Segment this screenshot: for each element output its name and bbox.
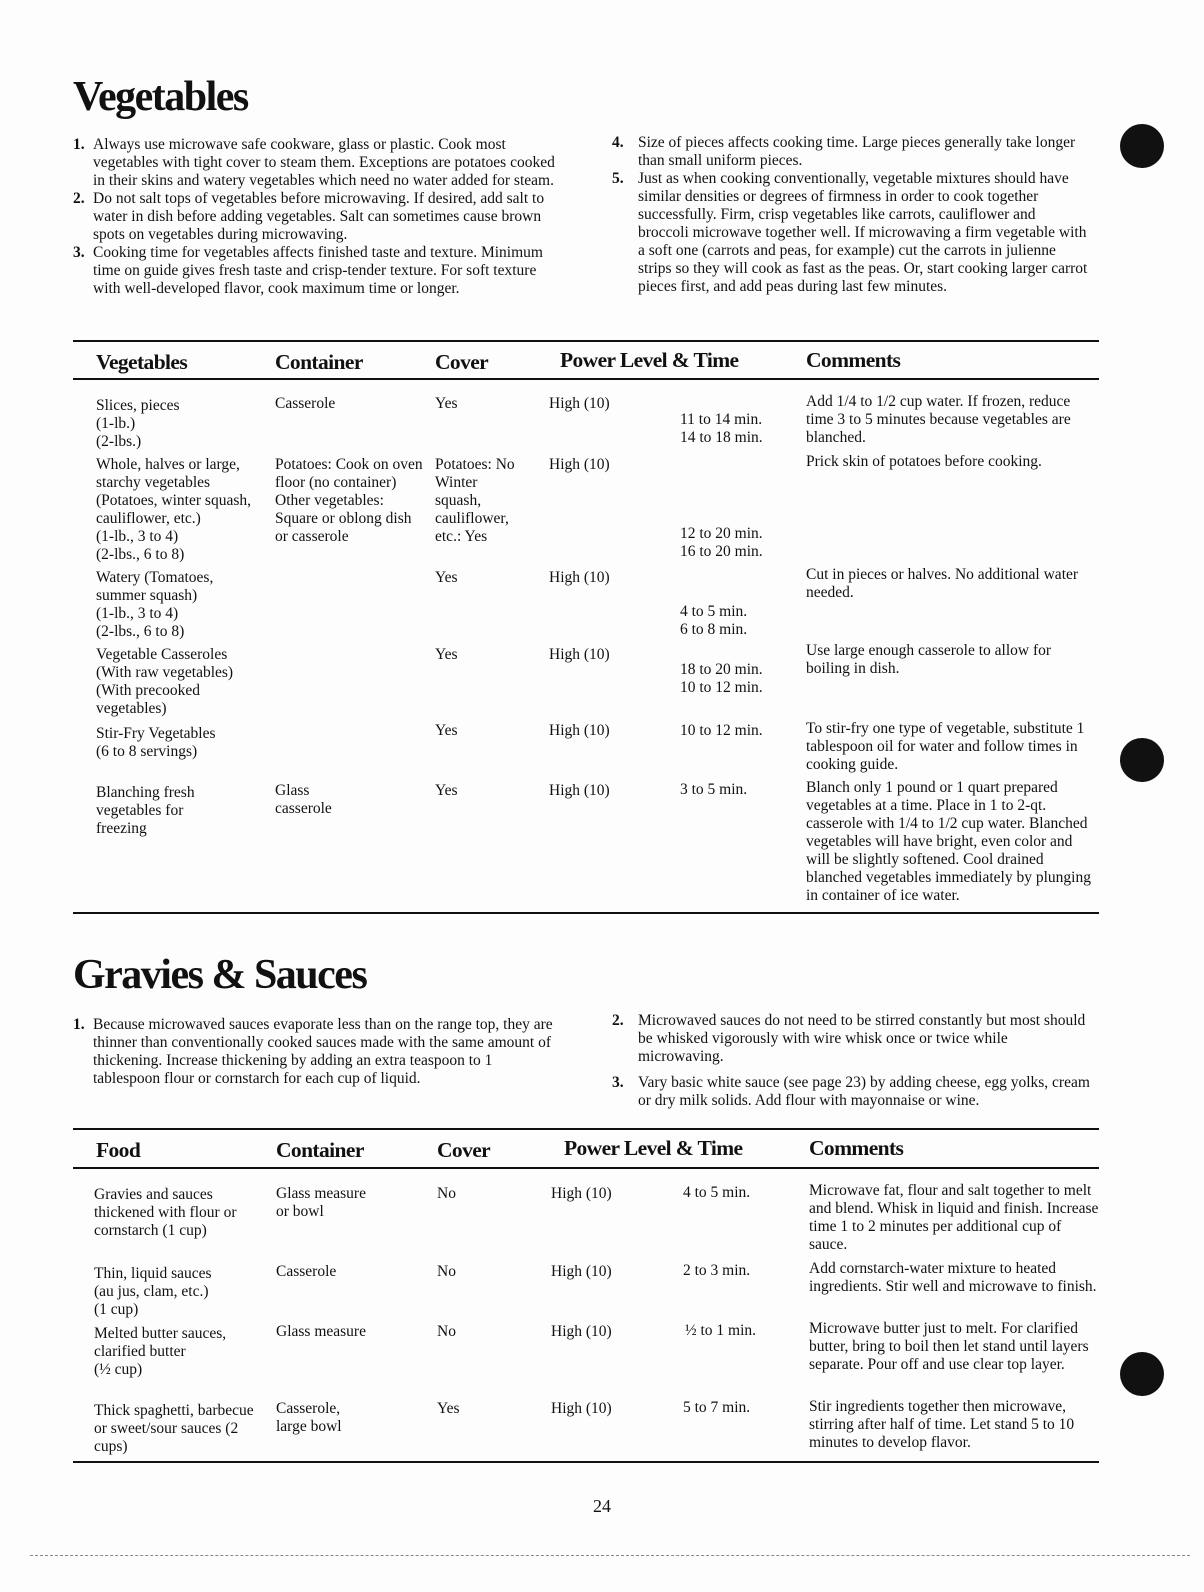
note-item: 3. Cooking time for vegetables affects finished taste and texture. Minimum time on guide gives fresh taste and crisp-tender texture. For soft texture with well-developed flavor, cook maximum time or longer. <box>73 244 543 297</box>
row-cover: Yes <box>435 782 458 799</box>
row-container: Glass casserole <box>275 782 332 817</box>
row-time: ½ to 1 min. <box>685 1322 757 1339</box>
divider <box>73 1128 1099 1130</box>
row-time: 11 to 14 min. 14 to 18 min. <box>680 411 763 446</box>
row-comments: Cut in pieces or halves. No additional water needed. <box>806 566 1079 601</box>
row-power: High (10) <box>549 646 610 663</box>
column-header-comments: Comments <box>809 1136 904 1160</box>
row-item: Blanching fresh vegetables for freezing <box>96 784 195 837</box>
row-time: 18 to 20 min. 10 to 12 min. <box>680 661 763 696</box>
row-time: 10 to 12 min. <box>680 722 763 739</box>
note-item: 3. Vary basic white sauce (see page 23) by adding cheese, egg yolks, cream or dry milk solids. Add flour with mayonnaise or wine. <box>612 1074 1090 1109</box>
divider <box>73 912 1099 914</box>
column-header-item: Vegetables <box>96 350 188 374</box>
punch-hole-icon <box>1120 124 1164 168</box>
vegetables-notes-left <box>73 136 563 298</box>
row-item: Melted butter sauces, clarified butter (½ cup) <box>94 1325 227 1378</box>
row-cover: Yes <box>435 395 458 412</box>
row-item: Thick spaghetti, barbecue or sweet/sour sauces (2 cups) <box>94 1402 254 1455</box>
row-container: Potatoes: Cook on oven floor (no container) Other vegetables: Square or oblong dish or casserole <box>275 456 423 545</box>
vegetables-title: Vegetables <box>73 74 248 120</box>
row-cover: Yes <box>435 722 458 739</box>
row-cover: Yes <box>435 646 458 663</box>
note-item: 2. Do not salt tops of vegetables before microwaving. If desired, add salt to water in dish before adding vegetables. Salt can sometimes cause brown spots on vegetables during microwaving. <box>73 190 545 243</box>
row-item: Stir-Fry Vegetables (6 to 8 servings) <box>96 725 216 760</box>
row-power: High (10) <box>549 782 610 799</box>
divider <box>73 1461 1099 1463</box>
row-comments: To stir-fry one type of vegetable, substitute 1 tablespoon oil for water and follow times in cooking guide. <box>806 720 1085 773</box>
column-header-item: Food <box>96 1138 141 1162</box>
column-header-cover: Cover <box>437 1138 491 1162</box>
row-power: High (10) <box>551 1263 612 1280</box>
sauces-notes-left <box>73 1016 563 1088</box>
row-container: Glass measure or bowl <box>276 1185 366 1220</box>
column-header-cover: Cover <box>435 350 489 374</box>
row-comments: Blanch only 1 pound or 1 quart prepared vegetables at a time. Place in 1 to 2-qt. casserole with 1/4 to 1/2 cup water. Blanched vegetables will have bright, even color and will be slightly softened. Cool drained blanched vegetables immediately by plunging in container of ice water. <box>806 779 1091 904</box>
row-time: 2 to 3 min. <box>683 1262 751 1279</box>
divider <box>73 378 1099 380</box>
note-item: 4. Size of pieces affects cooking time. Large pieces generally take longer than small uniform pieces. <box>612 134 1076 169</box>
row-power: High (10) <box>549 722 610 739</box>
row-container: Casserole <box>276 1263 337 1280</box>
row-comments: Add 1/4 to 1/2 cup water. If frozen, reduce time 3 to 5 minutes because vegetables are blanched. <box>806 393 1071 446</box>
row-time: 12 to 20 min. 16 to 20 min. <box>680 525 763 560</box>
row-comments: Use large enough casserole to allow for boiling in dish. <box>806 642 1052 677</box>
punch-hole-icon <box>1120 1352 1164 1396</box>
row-cover: No <box>437 1323 456 1340</box>
row-container: Casserole, large bowl <box>276 1400 342 1435</box>
note-item: 1. Because microwaved sauces evaporate less than on the range top, they are thinner than conventionally cooked sauces made with the same amount of thickening. Increase thickening by adding an extra teaspoon to 1 tablespoon flour or cornstarch for each cup of liquid. <box>73 1016 553 1087</box>
row-item: Gravies and sauces thickened with flour or cornstarch (1 cup) <box>94 1186 237 1239</box>
divider <box>73 1167 1099 1169</box>
note-item: 1. Always use microwave safe cookware, glass or plastic. Cook most vegetables with tight cover to steam them. Exceptions are potatoes cooked in their skins and watery vegetables which need no water added for steam. <box>73 136 555 189</box>
row-power: High (10) <box>549 569 610 586</box>
row-comments: Stir ingredients together then microwave, stirring after half of time. Let stand 5 to 10 minutes to develop flavor. <box>809 1398 1075 1451</box>
row-container: Glass measure <box>276 1323 366 1340</box>
row-power: High (10) <box>551 1185 612 1202</box>
row-item: Watery (Tomatoes, summer squash) (1-lb., 3 to 4) (2-lbs., 6 to 8) <box>96 569 214 640</box>
row-cover: No <box>437 1263 456 1280</box>
row-power: High (10) <box>551 1323 612 1340</box>
row-power: High (10) <box>551 1400 612 1417</box>
sauces-notes-right <box>612 1012 1090 1110</box>
note-item: 2. Microwaved sauces do not need to be stirred constantly but most should be whisked vigorously with wire whisk once or twice while microwaving. <box>612 1012 1086 1065</box>
row-power: High (10) <box>549 395 610 412</box>
punch-hole-icon <box>1120 738 1164 782</box>
page-number: 24 <box>593 1496 611 1516</box>
row-cover: Yes <box>435 569 458 586</box>
row-item: Vegetable Casseroles (With raw vegetables) (With precooked vegetables) <box>96 646 234 717</box>
note-item: 5. Just as when cooking conventionally, vegetable mixtures should have similar densities or degrees of firmness in order to cook together successfully. Firm, crisp vegetables like carrots, cauliflower and broccoli microwave together well. If microwaving a firm vegetable with a soft one (carrots and peas, for example) cut the carrots in julienne strips so they will cook as fast as the peas. Or, start cooking larger carrot pieces first, and add peas during last few minutes. <box>612 170 1088 295</box>
row-item: Whole, halves or large, starchy vegetables (Potatoes, winter squash, cauliflower, etc.) (1-lb., 3 to 4) (2-lbs., 6 to 8) <box>96 456 251 563</box>
row-comments: Microwave butter just to melt. For clarified butter, bring to boil then let stand until layers separate. Pour off and use clear top layer. <box>809 1320 1089 1373</box>
row-time: 3 to 5 min. <box>680 781 748 798</box>
row-comments: Add cornstarch-water mixture to heated ingredients. Stir well and microwave to finish. <box>809 1260 1097 1295</box>
column-header-power: Power Level & Time <box>564 1136 743 1160</box>
row-time: 5 to 7 min. <box>683 1399 751 1416</box>
divider <box>73 340 1099 342</box>
row-comments: Microwave fat, flour and salt together to melt and blend. Whisk in liquid and finish. Increase time 1 to 2 minutes per additional cup of sauce. <box>809 1182 1099 1253</box>
row-cover: Potatoes: No Winter squash, cauliflower, etc.: Yes <box>435 456 515 545</box>
row-cover: Yes <box>437 1400 460 1417</box>
column-header-power: Power Level & Time <box>560 348 739 372</box>
row-item: Thin, liquid sauces (au jus, clam, etc.) (1 cup) <box>94 1265 212 1318</box>
row-item: Slices, pieces (1-lb.) (2-lbs.) <box>96 397 180 450</box>
row-comments: Prick skin of potatoes before cooking. <box>806 453 1042 470</box>
row-time: 4 to 5 min. 6 to 8 min. <box>680 603 748 638</box>
vegetables-notes-right <box>612 134 1090 296</box>
column-header-comments: Comments <box>806 348 901 372</box>
scan-edge-line <box>30 1555 1190 1557</box>
row-container: Casserole <box>275 395 336 412</box>
column-header-container: Container <box>275 350 363 374</box>
sauces-title: Gravies & Sauces <box>73 952 367 998</box>
row-power: High (10) <box>549 456 610 473</box>
row-time: 4 to 5 min. <box>683 1184 751 1201</box>
row-cover: No <box>437 1185 456 1202</box>
column-header-container: Container <box>276 1138 364 1162</box>
